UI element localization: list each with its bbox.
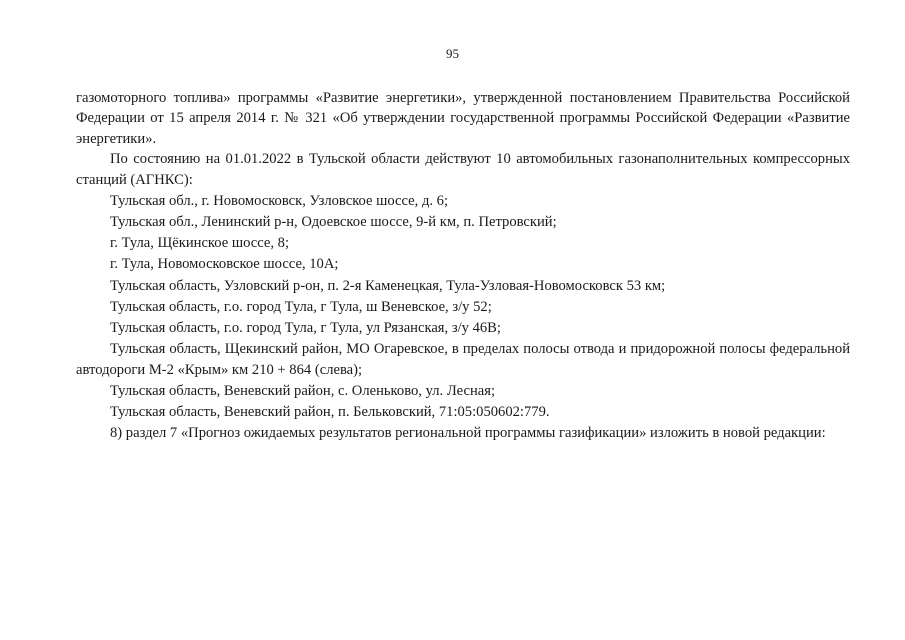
paragraph-agnks-intro: По состоянию на 01.01.2022 в Тульской области действуют 10 автомобильных газонаполнительных компрессорных станций (АГНКС): (76, 151, 850, 188)
document-body (76, 88, 850, 444)
station-item-7: Тульская область, г.о. город Тула, г Тула, ул Рязанская, з/у 46В; (110, 320, 501, 337)
station-item-4: г. Тула, Новомосковское шоссе, 10А; (110, 256, 339, 273)
station-item-10: Тульская область, Веневский район, п. Бельковский, 71:05:050602:779. (110, 404, 550, 421)
station-item-2: Тульская обл., Ленинский р-н, Одоевское шоссе, 9-й км, п. Петровский; (110, 214, 557, 231)
station-item-3: г. Тула, Щёкинское шоссе, 8; (110, 235, 290, 252)
station-item-5: Тульская область, Узловский р-он, п. 2-я Каменецкая, Тула-Узловая-Новомосковск 53 км; (110, 277, 666, 294)
paragraph-program-reference: газомоторного топлива» программы «Развитие энергетики», утвержденной постановлением Правительства Российской Федерации от 15 апреля 2014 г. № 321 «Об утверждении государственной программы Российской Федерации «Развитие энергетики». (76, 90, 850, 147)
station-item-9: Тульская область, Веневский район, с. Оленьково, ул. Лесная; (110, 382, 495, 399)
station-item-6: Тульская область, г.о. город Тула, г Тула, ш Веневское, з/у 52; (110, 298, 492, 315)
paragraph-section-7-amendment: 8) раздел 7 «Прогноз ожидаемых результатов региональной программы газификации» изложить в новой редакции: (110, 425, 826, 442)
page-number: 95 (446, 46, 459, 61)
station-item-8: Тульская область, Щекинский район, МО Огаревское, в пределах полосы отвода и придорожной полосы федеральной автодороги М-2 «Крым» км 210 + 864 (слева); (76, 341, 850, 378)
station-item-1: Тульская обл., г. Новомосковск, Узловское шоссе, д. 6; (110, 192, 449, 209)
